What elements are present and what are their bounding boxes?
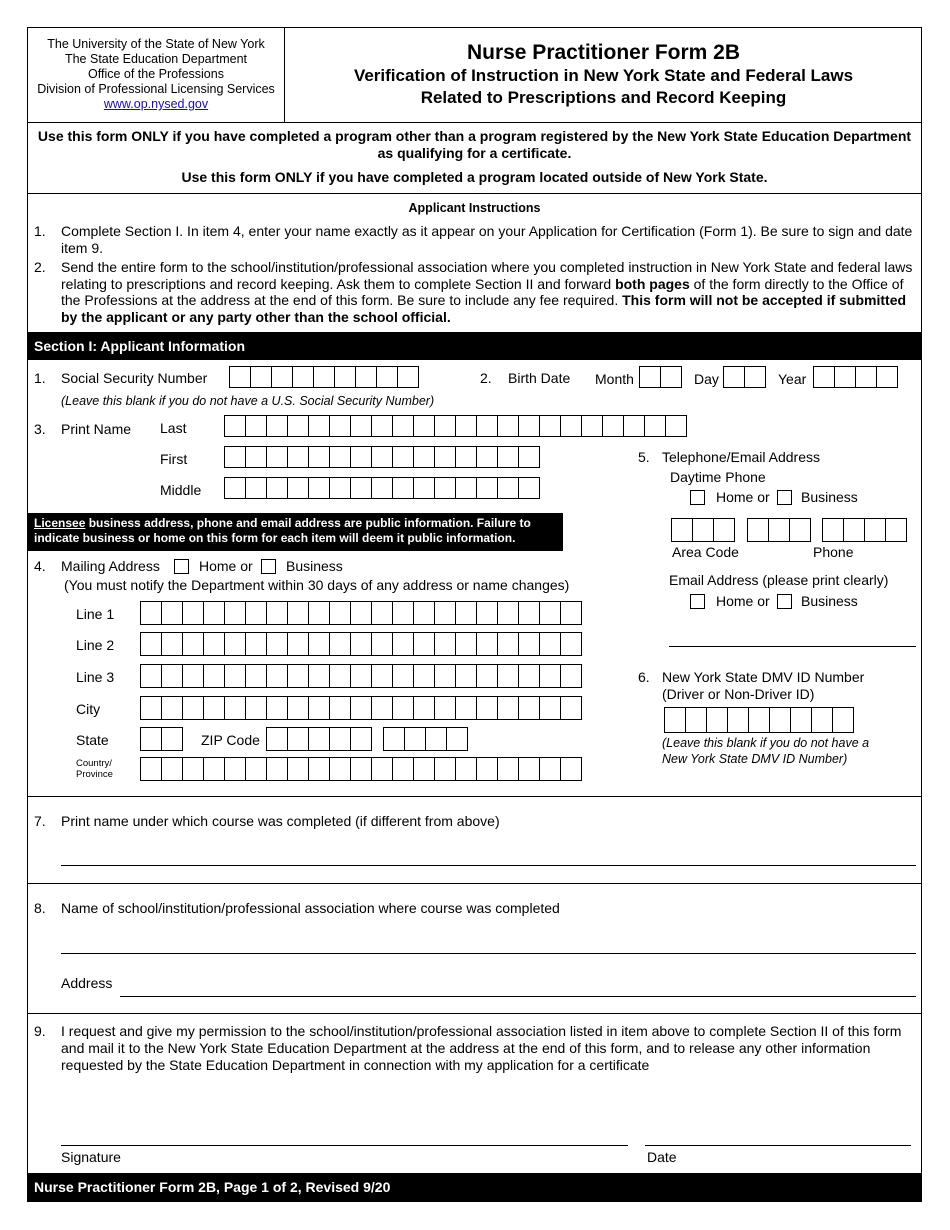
- middle-label: Middle: [160, 482, 202, 498]
- country-label: Country/ Province: [76, 758, 113, 780]
- last-label: Last: [160, 420, 187, 436]
- dmv-id-input[interactable]: [664, 707, 853, 733]
- middle-name-input[interactable]: [224, 477, 539, 499]
- item-num: 5.: [638, 449, 650, 465]
- month-input[interactable]: [639, 366, 681, 388]
- notice-line: Use this form ONLY if you have completed a program other than a program registered by the New York State Education Department: [37, 128, 912, 144]
- item-num: 2.: [480, 370, 492, 386]
- address-line3-input[interactable]: [140, 664, 581, 688]
- phone-home-checkbox[interactable]: [690, 490, 705, 505]
- title-block: [285, 40, 922, 109]
- instruction-num: 2.: [34, 259, 46, 275]
- licensee-notice: Licensee business address, phone and email address are public information. Failure to indicate business or home on this form for each item will deem it public information.: [27, 513, 563, 551]
- divider: [27, 122, 922, 123]
- org-line: Division of Professional Licensing Services: [37, 82, 275, 96]
- form-subtitle: Verification of Instruction in New York State and Federal Laws: [353, 66, 854, 85]
- name-label: Print Name: [61, 421, 132, 437]
- divider: [27, 1013, 922, 1014]
- instruction-text: Send the entire form to the school/institution/professional association where you completed instruction in New York State and federal laws relating to prescriptions and record keeping. Ask them to complete Section II and forward both pages of the form directly to the Office of the Professions at the address at the end of this form. Be sure to include any fee required. This form will not be accepted if submitted by the applicant or any party other than the school official.: [61, 259, 913, 325]
- notice-line: Use this form ONLY if you have completed a program located outside of New York State.: [181, 169, 768, 185]
- item-num: 1.: [34, 370, 46, 386]
- area-code-input[interactable]: [671, 518, 734, 542]
- ssn-note: (Leave this blank if you do not have a U.S. Social Security Number): [61, 394, 435, 408]
- mailing-business-label: Business: [286, 558, 343, 574]
- city-label: City: [76, 701, 101, 717]
- notice-line: as qualifying for a certificate.: [377, 145, 572, 161]
- zip-label: ZIP Code: [201, 732, 260, 748]
- first-label: First: [160, 451, 188, 467]
- line2-label: Line 2: [76, 637, 115, 653]
- divider: [27, 796, 922, 797]
- day-input[interactable]: [723, 366, 765, 388]
- org-line: The University of the State of New York: [47, 37, 265, 51]
- city-input[interactable]: [140, 696, 581, 720]
- email-home-label: Home or: [716, 593, 770, 609]
- dmv-note: (Leave this blank if you do not have a New York State DMV ID Number): [662, 736, 870, 766]
- notice-block: [28, 128, 921, 186]
- section1-header: Section I: Applicant Information: [27, 332, 922, 360]
- phone-business-checkbox[interactable]: [777, 490, 792, 505]
- ssn-input[interactable]: [229, 366, 418, 388]
- day-label: Day: [694, 371, 719, 387]
- phone-section-label: Telephone/Email Address: [662, 449, 820, 465]
- year-label: Year: [778, 371, 807, 387]
- daytime-phone-label: Daytime Phone: [670, 469, 766, 485]
- phone-home-label: Home or: [716, 489, 770, 505]
- mailing-home-label: Home or: [199, 558, 253, 574]
- website-link[interactable]: www.op.nysed.gov: [103, 97, 209, 111]
- mailing-label: Mailing Address: [61, 558, 160, 574]
- email-input-line[interactable]: [669, 646, 916, 647]
- phone-business-label: Business: [801, 489, 858, 505]
- footer-bar: Nurse Practitioner Form 2B, Page 1 of 2, Revised 9/20: [27, 1173, 922, 1202]
- mailing-note: (You must notify the Department within 30 days of any address or name changes): [64, 577, 570, 593]
- item-num: 3.: [34, 421, 46, 437]
- course-name-label: Print name under which course was completed (if different from above): [61, 813, 500, 829]
- phone-label: Phone: [813, 544, 854, 560]
- org-line: Office of the Professions: [88, 67, 224, 81]
- address-line2-input[interactable]: [140, 632, 581, 656]
- state-label: State: [76, 732, 109, 748]
- state-input[interactable]: [140, 727, 182, 751]
- zip-input[interactable]: [266, 727, 371, 751]
- birth-label: Birth Date: [508, 370, 571, 386]
- email-home-checkbox[interactable]: [690, 594, 705, 609]
- line1-label: Line 1: [76, 606, 115, 622]
- signature-input[interactable]: [61, 1145, 628, 1146]
- school-name-input[interactable]: [61, 953, 916, 954]
- instructions-title: Applicant Instructions: [408, 201, 541, 215]
- mailing-business-checkbox[interactable]: [261, 559, 276, 574]
- item-num: 6.: [638, 669, 650, 685]
- email-business-label: Business: [801, 593, 858, 609]
- phone-exchange-input[interactable]: [747, 518, 810, 542]
- divider: [27, 193, 922, 194]
- permission-text: I request and give my permission to the school/institution/professional association listed in item above to complete Section II of this form and mail it to the New York State Education Department at the address at the end of this form, and to release any other information requested by the State Education Department in connection with my application for a certificate: [61, 1023, 902, 1073]
- dmv-label: New York State DMV ID Number: [662, 669, 865, 685]
- school-name-label: Name of school/institution/professional association where course was completed: [61, 900, 560, 916]
- address-label: Address: [61, 975, 113, 991]
- phone-number-input[interactable]: [822, 518, 906, 542]
- last-name-input[interactable]: [224, 415, 686, 437]
- divider: [27, 883, 922, 884]
- month-label: Month: [595, 371, 634, 387]
- instruction-text: Complete Section I. In item 4, enter your name exactly as it appear on your Application for Certification (Form 1). Be sure to sign and date item 9.: [61, 223, 913, 256]
- first-name-input[interactable]: [224, 446, 539, 468]
- address-line1-input[interactable]: [140, 601, 581, 625]
- signature-label: Signature: [61, 1149, 121, 1165]
- form-subtitle: Related to Prescriptions and Record Keeping: [420, 88, 787, 107]
- dmv-sublabel: (Driver or Non-Driver ID): [662, 686, 815, 702]
- year-input[interactable]: [813, 366, 897, 388]
- mailing-home-checkbox[interactable]: [174, 559, 189, 574]
- school-address-input[interactable]: [120, 996, 916, 997]
- country-input[interactable]: [140, 757, 581, 781]
- org-block: [28, 37, 284, 112]
- date-input[interactable]: [645, 1145, 911, 1146]
- item-num: 7.: [34, 813, 46, 829]
- item-num: 8.: [34, 900, 46, 916]
- email-business-checkbox[interactable]: [777, 594, 792, 609]
- date-label: Date: [647, 1149, 677, 1165]
- item-num: 9.: [34, 1023, 46, 1039]
- form-title: Nurse Practitioner Form 2B: [466, 41, 741, 64]
- email-label: Email Address (please print clearly): [669, 572, 889, 588]
- area-code-label: Area Code: [672, 544, 739, 560]
- item-num: 4.: [34, 558, 46, 574]
- zip-plus4-input[interactable]: [383, 727, 467, 751]
- instruction-num: 1.: [34, 223, 46, 239]
- org-line: The State Education Department: [64, 52, 248, 66]
- line3-label: Line 3: [76, 669, 115, 685]
- ssn-label: Social Security Number: [61, 370, 208, 386]
- course-name-input[interactable]: [61, 865, 916, 866]
